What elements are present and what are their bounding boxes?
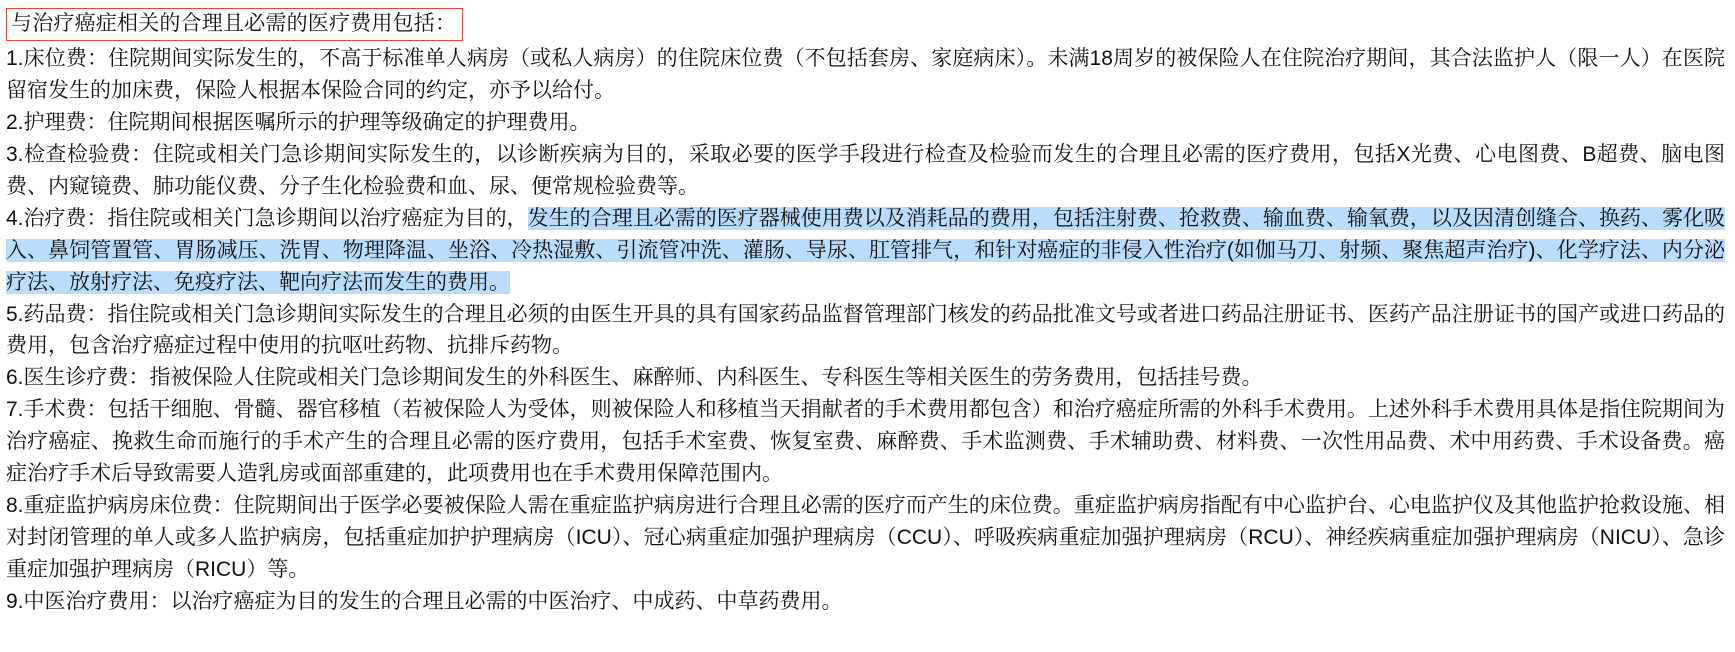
clause-text-7: 7.手术费：包括干细胞、骨髓、器官移植（若被保险人为受体，则被保险人和移植当天捐献者的手术费用都包含）和治疗癌症所需的外科手术费用。上述外科手术费用具体是指住院期间为治疗癌症、挽救生命而施行的手术产生的合理且必需的医疗费用，包括手术室费、恢复室费、麻醉费、手术监测费、手术辅助费、材料费、一次性用品费、术中用药费、手术设备费。癌症治疗手术后导致需要人造乳房或面部重建的，此项费用也在手术费用保障范围内。 — [6, 398, 1725, 486]
clause-paragraph-1 — [6, 43, 1725, 107]
clause-text-4-highlighted: 发生的合理且必需的医疗器械使用费以及消耗品的费用，包括注射费、抢救费、输血费、输氧费，以及因清创缝合、换药、雾化吸入、鼻饲管置管、胃肠减压、洗胃、物理降温、坐浴、冷热湿敷、引流管冲洗、灌肠、导尿、肛管排气，和针对癌症的非侵入性治疗(如伽马刀、射频、聚焦超声治疗)、化学疗法、内分泌疗法、放射疗法、免疫疗法、靶向疗法而发生的费用。 — [6, 206, 1726, 294]
clause-text-2: 2.护理费：住院期间根据医嘱所示的护理等级确定的护理费用。 — [6, 111, 591, 135]
clause-paragraph-7 — [6, 394, 1725, 490]
section-title-box — [6, 8, 463, 41]
clause-text-1: 1.床位费：住院期间实际发生的，不高于标准单人病房（或私人病房）的住院床位费（不包括套房、家庭病床）。未满18周岁的被保险人在住院治疗期间，其合法监护人（限一人）在医院留宿发生的加床费，保险人根据本保险合同的约定，亦予以给付。 — [6, 47, 1725, 103]
clause-paragraph-5 — [6, 299, 1725, 363]
clause-text-4-prefix: 4.治疗费：指住院或相关门急诊期间以治疗癌症为目的， — [6, 206, 528, 230]
clause-text-8: 8.重症监护病房床位费：住院期间出于医学必要被保险人需在重症监护病房进行合理且必需的医疗而产生的床位费。重症监护病房指配有中心监护台、心电监护仪及其他监护抢救设施、相对封闭管理的单人或多人监护病房，包括重症加护护理病房（ICU）、冠心病重症加强护理病房（CCU）、呼吸疾病重症加强护理病房（RCU）、神经疾病重症加强护理病房（NICU）、急诊重症加强护理病房（RICU）等。 — [6, 493, 1725, 581]
clause-paragraph-8 — [6, 490, 1725, 586]
clause-text-9: 9.中医治疗费用：以治疗癌症为目的发生的合理且必需的中医治疗、中成药、中草药费用。 — [6, 589, 843, 613]
clause-paragraph-4 — [6, 203, 1725, 299]
clause-text-6: 6.医生诊疗费：指被保险人住院或相关门急诊期间发生的外科医生、麻醉师、内科医生、专科医生等相关医生的劳务费用，包括挂号费。 — [6, 366, 1263, 390]
clause-paragraph-6 — [6, 362, 1725, 394]
clause-paragraph-9 — [6, 586, 1725, 618]
page-title: 与治疗癌症相关的合理且必需的医疗费用包括： — [11, 12, 457, 35]
clause-text-3: 3.检查检验费：住院或相关门急诊期间实际发生的，以诊断疾病为目的，采取必要的医学手段进行检查及检验而发生的合理且必需的医疗费用，包括X光费、心电图费、B超费、脑电图费、内窥镜费、肺功能仪费、分子生化检验费和血、尿、便常规检验费等。 — [6, 142, 1725, 198]
clause-paragraph-2 — [6, 107, 1725, 139]
clause-paragraph-3 — [6, 139, 1725, 203]
clause-text-5: 5.药品费：指住院或相关门急诊期间实际发生的合理且必须的由医生开具的具有国家药品监督管理部门核发的药品批准文号或者进口药品注册证书、医药产品注册证书的国产或进口药品的费用，包含治疗癌症过程中使用的抗呕吐药物、抗排斥药物。 — [6, 302, 1725, 358]
